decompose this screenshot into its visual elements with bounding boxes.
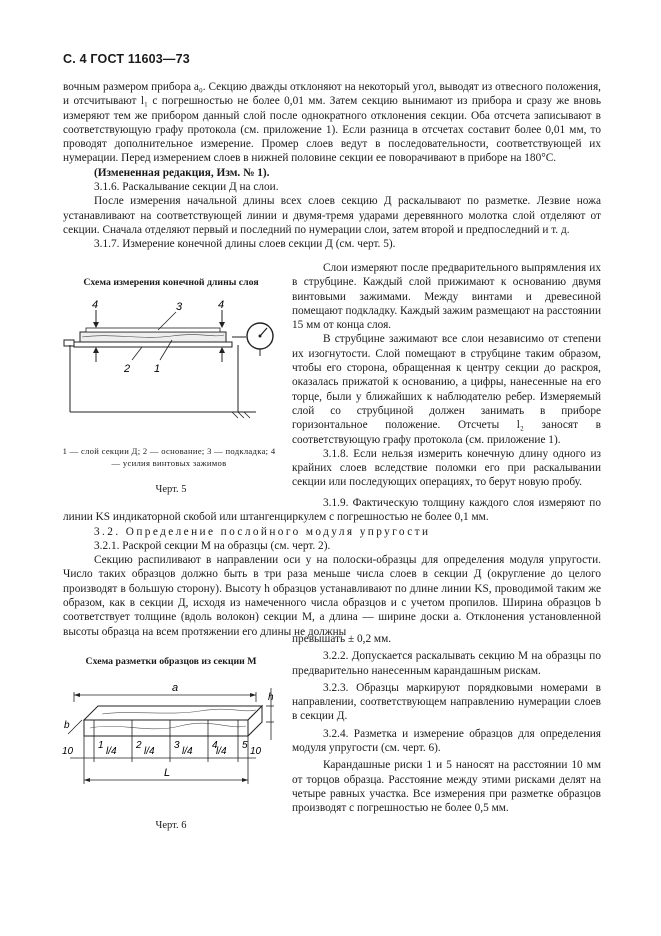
section-317-title: 3.1.7. Измерение конечной длины слоев секции Д (см. черт. 5). [94,238,396,251]
paragraph: 3.2.3. Образцы маркируют порядковыми номерами в направлении, соответствующем направлению нумерации слоев в секции Д. [292,681,601,723]
paragraph: превышать ± 0,2 мм. [292,633,392,645]
paragraph: 3.2.4. Разметка и измерение образцов для определения модуля упругости (см. черт. 6). [292,727,601,755]
paragraph: вочным размером прибора a₀. Секцию дважды отклоняют на некоторый угол, выводят из отвесного положения, и отсчитывают l₁ с погрешностью не более 0,01 мм. Затем секцию вынимают из прибора и сразу же вновь измеряют тем же прибором данный слой после однократного отклонения секции. Оба отсчета записывают в соответствующую графу протокола (см. приложение 1). Если разница в отсчетах составит более 0,01 мм, то проводят дополнительное измерение. Промер слоев ведут в последовательности, соответствующей их нумерации. Перед измерением слоев в нижней половине секции ее поворачивают в приборе на 180°С. [63,81,601,165]
right-column-2 [292,632,601,816]
figure-5-diagram [62,292,284,432]
paragraph: Слои измеряют после предварительного выпрямления их в струбцине. Каждый слой прижимают к основанию двумя винтовыми зажимами. Между винтами и древесиной помещают подкладку. Каждый зажим размещают на расстоянии 15 мм от конца слоя. [292,262,601,332]
figure-6-caption: Схема разметки образцов из секции М [85,656,257,667]
edition-note: (Измененная редакция, Изм. № 1). [94,166,270,179]
section-321-text: Секцию распиливают в направлении оси у на полоски-образцы для определения модуля упругости. Число таких образцов должно быть в три раза меньше числа слоев в секции Д (округление до целого производят в большую сторону). Высоту h образцов устанавливают по длине линии KS, проводимой таким же образом, как в секции Д, исходя из намеченного числа образцов и с учетом пропилов. Ширина образцов b соответствует толщине (вдоль волокон) секции М, а длина — ширине доски a. Отклонения установленной высоты образца на всем протяжении его длины не должны [63,554,601,638]
fig6-label: 2 [136,740,142,751]
fig5-label: 3 [176,301,183,313]
fig6-label: 3 [174,740,180,751]
figure-5-legend: 1 — слой секции Д; 2 — основание; 3 — подкладка; 4 — усилия винтовых зажимов [62,446,276,468]
fig5-label: 4 [218,299,225,311]
figure-6-diagram [60,680,280,810]
page-header: С. 4 ГОСТ 11603—73 [63,52,190,66]
paragraph: Карандашные риски 1 и 5 наносят на расстоянии 10 мм от торцов образца. Расстояние между этими рисками делят на четыре равных участка. Все измерения при разметке образцов производят с погрешностью не более 0,5 мм. [292,759,601,815]
section-316-title: 3.1.6. Раскалывание секции Д на слои. [94,181,279,194]
fig6-label: b [64,720,70,731]
fig5-label: 2 [124,363,131,375]
fig6-label: l/4 [144,746,155,757]
fig6-label: l/4 [182,746,193,757]
fig6-label: 4 [212,740,218,751]
paragraph: В струбцине зажимают все слои независимо от степени их изогнутости. Слой помещают в струбцине таким образом, чтобы его сторона, обращенная к центру секции до раскроя, оказалась прижатой к основанию, а цифры, нанесенные на его торце, были у ближайших к наблюдателю ребер. Измеряемый слой со струбциной должен занимать в приборе горизонтальное положение. Отсчеты l₂ заносят в соответствующую графу протокола (см. приложение 1). [292,333,601,446]
figure-5-label: Черт. 5 [155,484,187,495]
section-32-title: 3.2. Определение послойного модуля упругости [94,525,431,538]
fig6-label: h [268,692,274,703]
fig6-label: l/4 [216,746,227,757]
fig6-label: a [172,682,179,694]
fig6-label: L [164,767,171,779]
top-text-block [63,80,601,252]
section-316-text: После измерения начальной длины всех слоев секцию Д раскалывают по разметке. Лезвие ножа устанавливают на соответствующей линии и двумя-тремя ударами деревянного молотка слой отделяют от секции. Сначала отделяют первый и последний по нумерации слои, затем второй и предпоследний и т. д. [63,195,601,236]
figure-5-caption: Схема измерения конечной длины слоя [83,277,259,288]
fig5-label: 1 [154,363,161,375]
section-321-title: 3.2.1. Раскрой секции М на образцы (см. черт. 2). [94,539,331,552]
fig6-label: 10 [62,746,74,757]
paragraph: 3.2.2. Допускается раскалывать секцию М на образцы по предварительно нанесенным карандашным рискам. [292,650,601,677]
fig6-label: 5 [242,740,248,751]
fig5-label: 4 [92,299,99,311]
section-319: 3.1.9. Фактическую толщину каждого слоя измеряют по линии KS индикаторной скобой или штангенциркулем с погрешностью не более 0,1 мм. [63,497,601,524]
right-column-1 [292,261,601,490]
mid-text-block [63,496,601,639]
fig6-label: 10 [250,746,262,757]
paragraph: 3.1.8. Если нельзя измерить конечную длину одного из крайних слоев вследствие поломки его при раскалывании секции или последующих операциях, то берут новую пробу. [292,447,601,489]
figure-6-label: Черт. 6 [155,820,187,831]
fig6-label: 1 [98,740,104,751]
fig6-label: l/4 [106,746,117,757]
